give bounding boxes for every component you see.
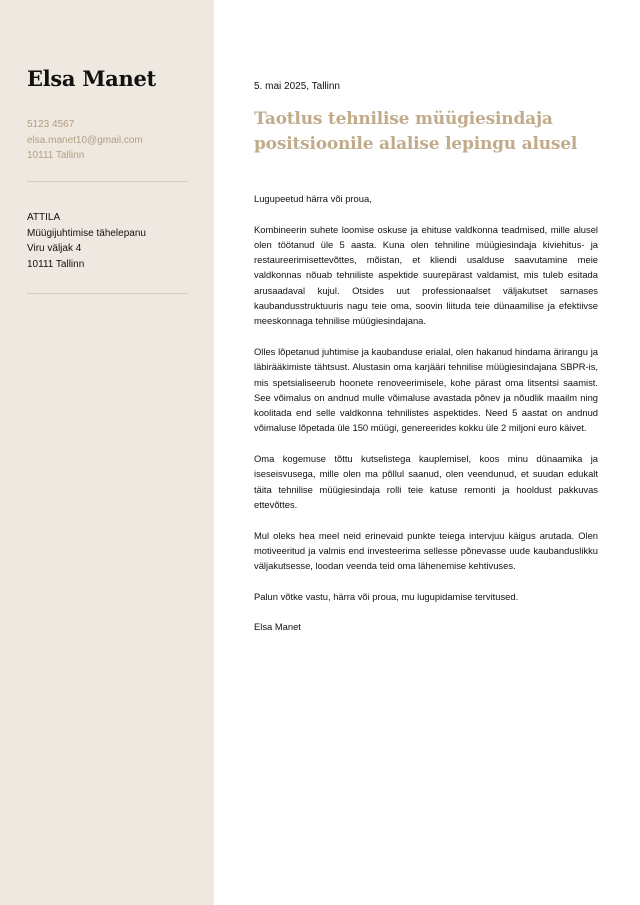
letter-paragraph: Mul oleks hea meel neid erinevaid punkte teiega intervjuu käigus arutada. Olen motiveeritud ja valmis end investeerima sellesse põnevasse uude kaubanduslikku väljakutsesse, loodan veenda teid oma lähenemise kehtivuses. bbox=[254, 529, 598, 572]
sidebar bbox=[0, 0, 214, 905]
sidebar-divider-top bbox=[27, 181, 188, 182]
sidebar-divider-bottom bbox=[27, 293, 188, 294]
letter-paragraph: Oma kogemuse tõttu kutselistega kauplemisel, koos minu dünaamika ja iseseisvusega, mille olen ma põllul saanud, olen veendunud, et suudan edukalt täita tehnilise müügiesindaja rolli teie katuse remonti ja hooldust pakkuvas ettevõttes. bbox=[254, 453, 598, 510]
letter-date: 5. mai 2025, Tallinn bbox=[254, 81, 340, 92]
letter-subject: Taotlus tehnilise müügiesindaja positsioonile alalise lepingu alusel bbox=[254, 109, 578, 154]
sender-email: elsa.manet10@gmail.com bbox=[27, 134, 143, 146]
recipient-city: 10111 Tallinn bbox=[27, 258, 85, 270]
sender-name: Elsa Manet bbox=[27, 66, 156, 91]
recipient-street: Viru väljak 4 bbox=[27, 243, 82, 254]
recipient-block bbox=[27, 210, 207, 272]
letter-paragraph: Olles lõpetanud juhtimise ja kaubanduse erialal, olen hakanud hindama ärirangu ja läbirääkimiste tähtsust. Alustasin oma karjääri tehnilise müügiesindajana SBPR-is, mis spetsialiseerub hoonete renoveerimisele, kohe pärast oma litsentsi saamist. See võimalus on andnud mulle võimaluse avastada põnev ja nõudlik maailm ning koolitada end selle valdkonna tehnilistes aspektides. Need 5 aastat on andnud võimaluse lõpetada üle 150 müügi, genereerides kokku üle 2 miljoni euro käivet. bbox=[254, 345, 598, 434]
recipient-company: ATTILA bbox=[27, 212, 61, 223]
sender-address: 10111 Tallinn bbox=[27, 150, 85, 161]
letter-salutation: Lugupeetud härra või proua, bbox=[254, 193, 372, 204]
letter-signature: Elsa Manet bbox=[254, 621, 301, 633]
sender-phone: 5123 4567 bbox=[27, 119, 75, 130]
sender-contact bbox=[27, 117, 207, 164]
letter-paragraph: Kombineerin suhete loomise oskuse ja ehituse valdkonna teadmised, mille alusel olen töötanud üle 5 aasta. Kuna olen tehniline müügiesindaja kiviehitus- ja restaureerimisettevõttes, mõistan, et kliendi usalduse saavutamine meie valdkonnas nõuab tehniliste aspektide suurepärast valdamist, mis tuleb esitada arusaadaval kujul. Otsides uut professionaalset väljakutset sarnases kaubandusstruktuuris nagu teie oma, soovin liituda teie dünaamilise ja efektiivse meeskonnaga tehnilise müügiesindajana. bbox=[254, 223, 598, 327]
recipient-attention: Müügijuhtimise tähelepanu bbox=[27, 227, 146, 239]
letter-body bbox=[254, 191, 598, 650]
letter-closing: Palun võtke vastu, härra või proua, mu lugupidamise tervitused. bbox=[254, 590, 519, 602]
